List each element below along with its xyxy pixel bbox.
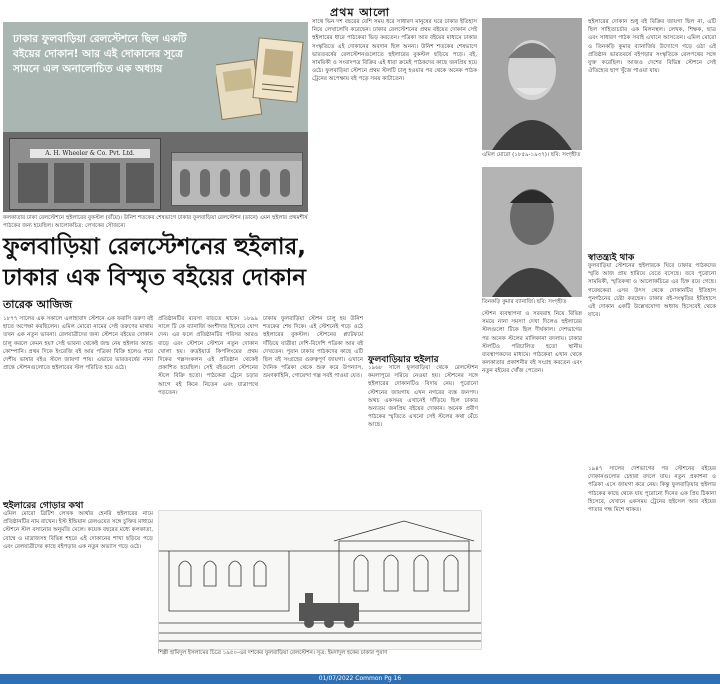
emile-moreau-photo (482, 18, 582, 150)
article-column-top: সাথে ভিন দশ বছরের বেশি সময় ধরে সাধারণ মানুষের ঘরে ঢাকার ইতিহাস নিয়ে লেখালেখি করেছেন। ঢাকার রেলস্টেশনের প্রথম বইয়ের দোকান সেই হুইলারের ধারে পাঠকেরা ভিড় করতেন। পত্রিকা আর বইয়ের মাধ্যমে ঢাকার সংস্কৃতিতে এই দোকানের অবদান ছিল অনন্য। উনিশ শতকের শেষভাগে ভারতবর্ষের রেলস্টেশনগুলোতে হুইলারের বুকস্টল ছড়িয়ে পড়ে। বই, সাময়িকী ও সংবাদপত্র বিক্রির এই ধারা ক্রমেই পাঠকদের কাছে জনপ্রিয় হয়ে ওঠে। ফুলবাড়িয়া স্টেশনে প্রথম স্টলটি চালু হওয়ার পর থেকে অনেক পাঠক ট্রেনের অপেক্ষায় বই পড়ে সময় কাটাতেন। (312, 19, 477, 83)
article-column-7: ফুলবাড়িয়া স্টেশনের হুইলারকে ঘিরে ঢাকার পাঠকদের স্মৃতি আজ প্রায় হারিয়ে যেতে বসেছে। তবে পুরোনো সাময়িকী, স্মৃতিকথা ও আলোকচিত্রে এর চিহ্ন রয়ে গেছে। গবেষকেরা এসব উৎস থেকে দোকানটির ইতিহাস পুনর্গঠনের চেষ্টা করছেন। ঢাকার বই-সংস্কৃতির ইতিহাসে এই দোকান একটি উল্লেখযোগ্য অধ্যায় হিসেবেই থেকে যাবে। (588, 263, 716, 319)
article-column-1b: এমিল মোরো ব্রিটিশ লেখক আর্থার হেনরি হুইলারের নামে প্রতিষ্ঠানটির নাম রাখেন। ইস্ট ইন্ডিয়ান রেলওয়ের সঙ্গে চুক্তির মাধ্যমে স্টেশনে স্টল বসানোর অনুমতি মেলে। কয়েক বছরের মধ্যে কলকাতা, বোম্বে ও মাদ্রাজসহ বিভিন্ন শহরে এই দোকানের শাখা ছড়িয়ে পড়ে এবং রেলযাত্রীদের কাছে বইপড়ার এক নতুন অভ্যাস গড়ে ওঠে। (3, 511, 153, 550)
article-column-6: হুইলারের দোকান শুধু বই বিক্রির জায়গা ছিল না, এটি ছিল সাহিত্যচর্চার এক মিলনস্থল। লেখক, শিক্ষক, ছাত্র এবং সাধারণ পাঠক সবাই এখানে আসতেন। এমিল মোরো ও তিনকড়ি কুমার ব্যানার্জির উদ্যোগে গড়ে ওঠা এই প্রতিষ্ঠান ভারতবর্ষে বইপড়ার সংস্কৃতিকে রেলপথের সঙ্গে যুক্ত করেছিল। আজও দেশের বিভিন্ন স্টেশনে সেই ঐতিহ্যের ছাপ খুঁজে পাওয়া যায়। (588, 19, 716, 75)
sketch-caption: শিল্পী হামিদুল ইসলামের চিত্রে ১৯৫০-এর দশকের ফুলবাড়িয়া রেলস্টেশন। সূত্র: ইমদাদুল হকের ঢাকার পুরাণ (158, 650, 388, 656)
tinkori-banerjee-portrait (482, 167, 582, 297)
intro-text: ঢাকার ফুলবাড়িয়া রেলস্টেশনে ছিল একটি বইয়ের দোকান! আর এই দোকানের সূত্রে সামনে এল অনালোচিত এক অধ্যায় (13, 33, 187, 75)
byline: তারেক আজিজ (3, 298, 73, 311)
intro-panel (3, 22, 308, 132)
subhead-independence: স্বাতন্ত্র্যই থাক (588, 253, 635, 263)
station-photo-caption: কলকাতার ঢাকা রেলস্টেশনে হুইলারের বুকস্টল (বাঁয়ে)। উনিশ শতকের শেষভাগে ঢাকার ফুলবাড়িয়া রেলস্টেশন (ডানে) এমন হুইলার প্রথমশীর্ষ পাঠকের জন্য হয়েছিল। আলোকচিত্র: লেখকের সৌজন্যে (3, 215, 308, 229)
masthead: প্রথম আলো (330, 6, 390, 19)
headline-line-1: ফুলবাড়িয়া রেলস্টেশনের হুইলার, (3, 234, 306, 260)
subhead-wheeler-origin: হুইলারের গোড়ার কথা (3, 501, 84, 511)
article-column-7b: ১৯৪৭ সালের দেশভাগের পর স্টেশনের বইয়ের দোকানগুলোর চেহারা বদলে যায়। নতুন প্রকাশনা ও পত্রিকা এসে জায়গা করে নেয়। কিন্তু ফুলবাড়িয়ার হুইলার পাঠকের কাছে থেকে যায় পুরোনো দিনের এক প্রিয় ঠিকানা হিসেবে, যেখানে একসময় ট্রেনের হুইসেল আর বইয়ের পাতার গন্ধ মিশে থাকত। (588, 466, 716, 514)
portrait1-caption: এমিল মোরো (১৮৫৯-১৯৩৭)। ছবি: সংগৃহীত (482, 152, 581, 158)
article-column-3: ঢাকায় ফুলবাড়িয়া স্টেশন চালু হয় উনিশ শতকের শেষ দিকে। এই স্টেশনেই গড়ে ওঠে হুইলারের বুকস্টল। স্টেশনের প্ল্যাটফর্মে দাঁড়িয়ে যাত্রীরা দেশি-বিদেশি পত্রিকা আর বই দেখতেন। পুরান ঢাকার পাঠকদের কাছে এটি ছিল বই সংগ্রহের গুরুত্বপূর্ণ জায়গা। এখানে দৈনিক পত্রিকা থেকে শুরু করে উপন্যাস, ভ্রমণকাহিনি, গোয়েন্দা গল্প সবই পাওয়া যেত। (263, 316, 363, 380)
emile-moreau-portrait (482, 18, 582, 150)
headline (3, 232, 473, 294)
station-arches (172, 153, 302, 205)
article-column-4: ১৯৬৮ সালে ফুলবাড়িয়া থেকে রেলস্টেশন কমলাপুরে সরিয়ে নেওয়া হয়। স্টেশনের সঙ্গে হুইলারের দোকানটিও বিদায় নেয়। পুরোনো স্টেশনের জায়গায় এখন নগরের ব্যস্ত জনপদ। অথচ একসময় এখানেই দাঁড়িয়ে ছিল ঢাকার অন্যতম জনপ্রিয় বইয়ের দোকান। অনেক প্রবীণ পাঠকের স্মৃতিতে এখনো সেই স্টলের কথা বেঁচে আছে। (368, 365, 478, 429)
wheeler-sign: A. H. Wheeler & Co. Pvt. Ltd. (30, 149, 150, 158)
bookstall-building (9, 138, 161, 210)
article-column-5: স্টেশন ব্যবস্থাপনা ও সরবরাহ নিয়ে বিভিন্ন সময়ে নানা সমস্যা দেখা দিলেও হুইলারের স্টলগুলো টিকে ছিল দীর্ঘকাল। দেশভাগের পর অনেক স্টলের মালিকানা বদলায়। ঢাকার স্টলটিও পরিচালিত হতো স্থানীয় ব্যবস্থাপকদের মাধ্যমে। পাঠকেরা এখান থেকে কলকাতার প্রকাশনীর বই সংগ্রহ করতেন এবং নতুন বইয়ের খোঁজ পেতেন। (482, 311, 582, 375)
station-sketch (158, 510, 482, 650)
portrait2-caption: তিনকড়ি কুমার ব্যানার্জি। ছবি: সংগৃহীত (482, 299, 567, 305)
station-photo (3, 132, 308, 212)
page-footer: 01/07/2022 Common Pg 16 (0, 674, 720, 684)
article-column-1: ১৮৭৭ সালের এক সকালে এলাহাবাদ স্টেশনে এক ফরাসি তরুণ বই হাতে অপেক্ষা করছিলেন। এমিল মোরো নামের সেই তরুণের মাথায় তখন এক নতুন ভাবনা। রেলযাত্রীদের জন্য স্টেশনে বইয়ের দোকান চালু করলে কেমন হয়? সেই ভাবনা থেকেই জন্ম নেয় হুইলার অ্যান্ড কোম্পানি। প্রথম দিকে ইংরেজি বই আর পত্রিকা বিক্রি হলেও পরে দেশীয় ভাষার বইও স্টলে জায়গা পায়। এভাবে ভারতবর্ষের নানা প্রান্তে স্টেশনগুলোতে হুইলারের স্টল পরিচিত হয়ে ওঠে। (3, 316, 153, 372)
tinkori-banerjee-photo (482, 167, 582, 297)
subhead-fulbaria-wheeler: ফুলবাড়িয়ার হুইলার (368, 355, 439, 365)
fulbaria-station-building (171, 152, 303, 206)
article-column-2: প্রতিষ্ঠানটির ব্যবসা বাড়তে থাকে। ১৮৯৯ সালে টি কে ব্যানার্জি অংশীদার হিসেবে যোগ দেন। এর ফলে প্রতিষ্ঠানটির পরিসর আরও বাড়ে এবং স্টেশনে স্টেশনে নতুন দোকান খোলা হয়। রুডইয়ার্ড কিপলিংয়ের প্রথম দিকের গল্পসংকলন এই প্রতিষ্ঠান থেকেই প্রকাশিত হয়েছিল। সেই বইগুলো স্টেশনের স্টলে বিক্রি হতো। পাঠকেরা ট্রেনে চড়ার আগে বই কিনে নিতেন এবং যাত্রাপথে পড়তেন। (158, 316, 258, 396)
bookstall-shelves (10, 159, 160, 209)
book-covers-image (216, 32, 304, 122)
headline-line-2: ঢাকার এক বিস্মৃত বইয়ের দোকান (3, 265, 306, 291)
